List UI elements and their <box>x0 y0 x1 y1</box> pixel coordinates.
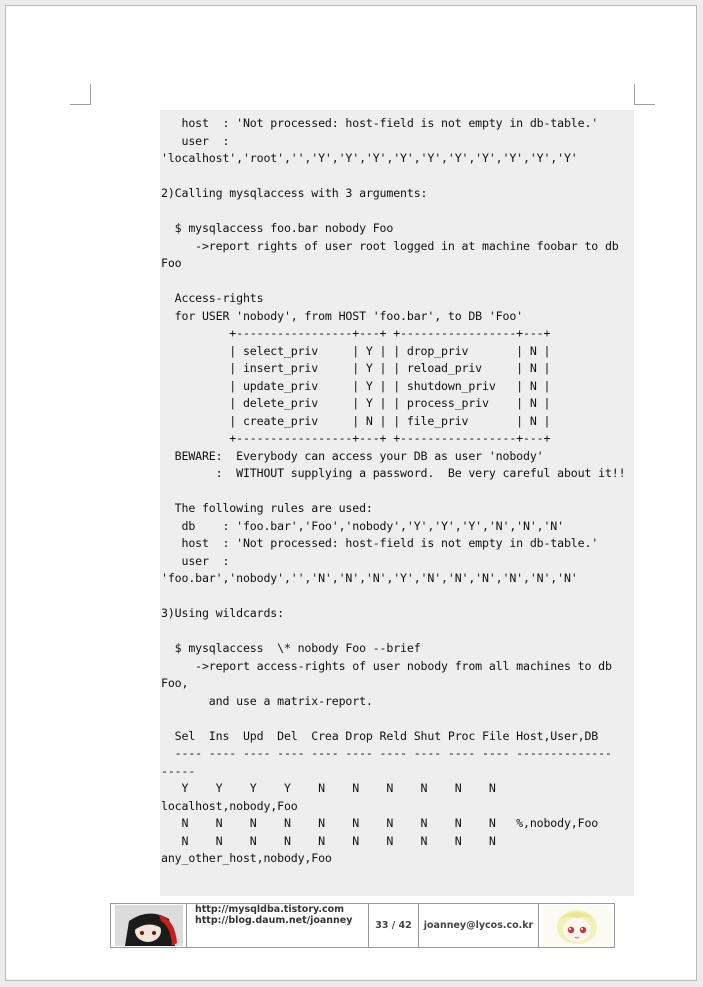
footer-url-daum[interactable]: http://blog.daum.net/joanney <box>195 915 353 926</box>
code-line: BEWARE: Everybody can access your DB as user 'nobody' <box>161 448 544 463</box>
footer-url-tistory[interactable]: http://mysqldba.tistory.com <box>195 904 344 915</box>
code-line: Foo <box>161 256 182 270</box>
code-line: | update_priv | Y | | shutdown_priv | N | <box>161 378 551 393</box>
code-line: | delete_priv | Y | | process_priv | N | <box>161 396 551 410</box>
code-line: user : <box>161 133 230 148</box>
code-line: +-----------------+---+ +-----------------+---+ <box>161 326 551 340</box>
code-line: localhost,nobody,Foo <box>161 798 298 813</box>
code-line: N N N N N N N N N N %,nobody,Foo <box>161 816 599 830</box>
code-line: Foo, <box>161 676 189 690</box>
code-line: : WITHOUT supplying a password. Be very careful about it!! <box>161 466 626 480</box>
cute-anime-character-avatar-icon <box>543 905 611 946</box>
code-line: 3)Using wildcards: <box>161 606 284 620</box>
code-line: db : 'foo.bar','Foo','nobody','Y','Y','Y','N','N','N' <box>161 518 564 533</box>
code-line: Sel Ins Upd Del Crea Drop Reld Shut Proc File Host,User,DB <box>161 728 599 743</box>
crop-mark-top-right <box>634 84 655 105</box>
code-line: ----- <box>161 763 196 778</box>
code-line: any_other_host,nobody,Foo <box>161 851 332 865</box>
code-line: N N N N N N N N N N <box>161 833 496 848</box>
code-line: ->report access-rights of user nobody from all machines to db <box>161 658 612 673</box>
crop-mark-top-left <box>70 84 91 105</box>
code-line: 'foo.bar','nobody','','N','N','N','Y','N','N','N','N','N','N' <box>161 571 578 585</box>
code-line: and use a matrix-report. <box>161 693 373 708</box>
code-line: +-----------------+---+ +-----------------+---+ <box>161 431 551 445</box>
code-line: 2)Calling mysqlaccess with 3 arguments: <box>161 186 428 200</box>
code-line: $ mysqlaccess \* nobody Foo --brief <box>161 641 421 655</box>
code-line: $ mysqlaccess foo.bar nobody Foo <box>161 221 394 235</box>
page-footer <box>110 903 615 948</box>
code-line: | select_priv | Y | | drop_priv | N | <box>161 343 551 358</box>
code-line: ->report rights of user root logged in at machine foobar to db <box>161 238 619 253</box>
footer-email[interactable]: joanney@lycos.co.kr <box>419 904 539 947</box>
document-page <box>5 5 697 981</box>
footer-urls <box>187 904 369 947</box>
page-number: 33 / 42 <box>369 904 419 947</box>
code-line: user : <box>161 553 230 568</box>
code-line: ---- ---- ---- ---- ---- ---- ---- ---- ---- ---- -------------- <box>161 746 612 760</box>
code-line: 'localhost','root','','Y','Y','Y','Y','Y','Y','Y','Y','Y','Y' <box>161 151 578 165</box>
footer-right-avatar-cell <box>539 904 614 947</box>
footer-left-avatar-cell <box>111 904 187 947</box>
code-line: Y Y Y Y N N N N N N <box>161 781 496 795</box>
code-line: host : 'Not processed: host-field is not empty in db-table.' <box>161 116 599 130</box>
code-line: Access-rights <box>161 291 264 305</box>
code-line: | insert_priv | Y | | reload_priv | N | <box>161 361 551 375</box>
dark-haired-character-avatar-icon <box>115 905 183 946</box>
code-line: host : 'Not processed: host-field is not empty in db-table.' <box>161 536 599 550</box>
code-line: for USER 'nobody', from HOST 'foo.bar', to DB 'Foo' <box>161 308 523 323</box>
code-line: | create_priv | N | | file_priv | N | <box>161 413 551 428</box>
code-line: The following rules are used: <box>161 501 373 515</box>
code-block <box>160 110 634 896</box>
